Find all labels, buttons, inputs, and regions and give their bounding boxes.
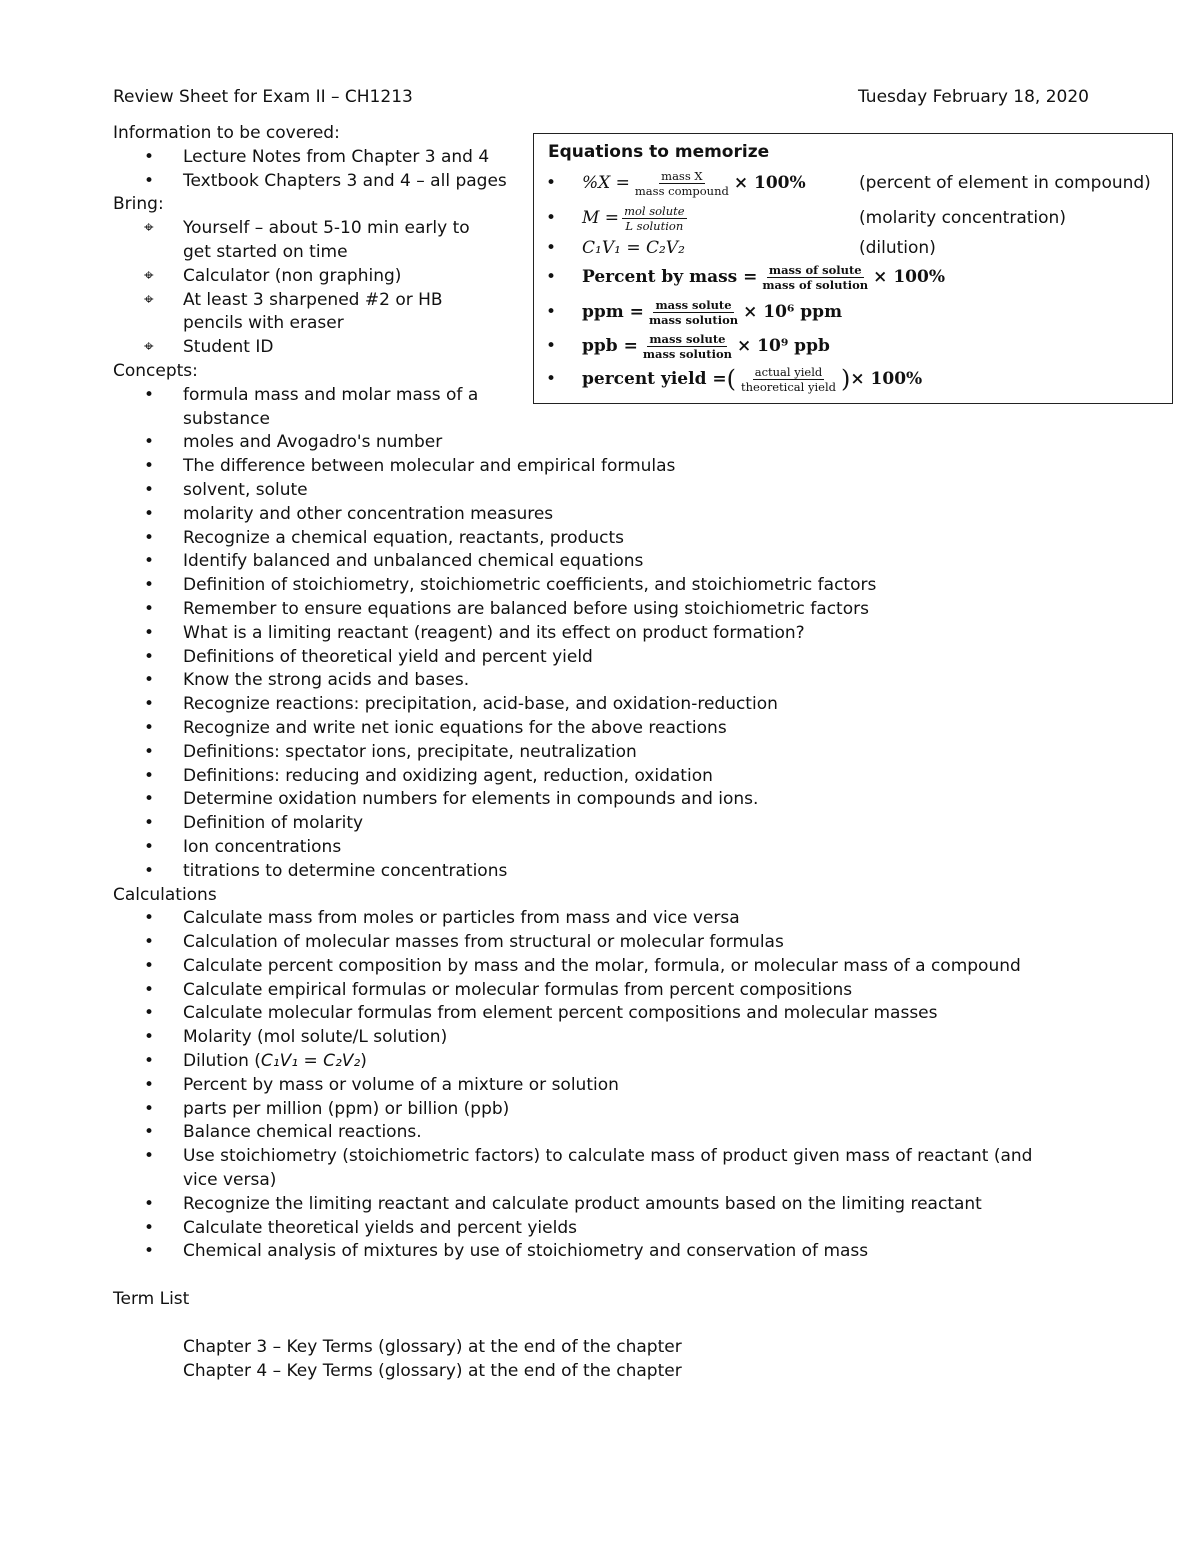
bullet-icon: • (144, 979, 155, 1000)
list-item: • Definitions of theoretical yield and percent yield (113, 646, 1113, 670)
bring-heading: Bring: (113, 194, 164, 215)
eq-percent-element: • %X = $\frac{\text{mass X}}{\text{mass compound}}$ × 100% (percent of element in compound) (546, 168, 1151, 198)
list-item: • Balance chemical reactions. (113, 1121, 1113, 1145)
term-item: Chapter 3 – Key Terms (glossary) at the end of the chapter (183, 1337, 682, 1358)
concepts-heading: Concepts: (113, 360, 198, 381)
term-list (113, 1336, 1113, 1384)
bullet-icon: • (144, 765, 155, 786)
eq-ppb: • ppb = $\frac{\text{mass solute}}{\text{mass solution}}$ × 10⁹ ppb (546, 331, 830, 361)
bullet-icon: • (144, 622, 155, 643)
list-item: ⌖ At least 3 sharpened #2 or HB pencils with eraser (144, 289, 443, 334)
list-item: • parts per million (ppm) or billion (ppb) (113, 1098, 1113, 1122)
calculations-list (113, 907, 1113, 1264)
list-item: ⌖ Calculator (non graphing) (113, 265, 488, 289)
list-item: ⌖ Student ID (113, 336, 488, 360)
bullet-icon: • (144, 860, 155, 881)
bullet-icon: • (144, 717, 155, 738)
bullet-icon: • (144, 694, 155, 715)
equations-title: Equations to memorize (548, 142, 770, 162)
list-item: • Calculation of molecular masses from structural or molecular formulas (113, 931, 1113, 955)
list-item: • Definition of stoichiometry, stoichiometric coefficients, and stoichiometric factors (113, 574, 1113, 598)
eq-ppm: • ppm = $\frac{\text{mass solute}}{\text{mass solution}}$ × 10⁶ ppm (546, 297, 843, 327)
crosshair-bullet-icon: ⌖ (144, 218, 154, 239)
crosshair-bullet-icon: ⌖ (144, 265, 154, 286)
crosshair-bullet-icon: ⌖ (144, 289, 154, 310)
bullet-icon: • (144, 1074, 155, 1095)
info-heading: Information to be covered: (113, 123, 340, 143)
eq-desc: (percent of element in compound) (859, 173, 1151, 193)
page-header (113, 86, 1113, 110)
bullet-icon: • (144, 384, 155, 405)
list-item: • Determine oxidation numbers for elements in compounds and ions. (113, 788, 1113, 812)
list-item: • Molarity (mol solute/L solution) (113, 1026, 1113, 1050)
list-item: • Calculate theoretical yields and percent yields (113, 1217, 1113, 1241)
bullet-icon: • (144, 1098, 155, 1119)
equations-box (533, 133, 1173, 404)
bullet-icon: • (144, 1217, 155, 1238)
term-item: Chapter 4 – Key Terms (glossary) at the end of the chapter (183, 1360, 682, 1381)
page-title: Review Sheet for Exam II – CH1213 (113, 87, 413, 107)
list-item: • Recognize reactions: precipitation, acid-base, and oxidation-reduction (113, 693, 1113, 717)
eq-percent-yield: • percent yield = ( $\frac{\text{actual yield}}{\text{theoretical yield}}$ ) × 100% (546, 364, 923, 394)
bullet-icon: • (144, 551, 155, 572)
list-item: • Definitions: spectator ions, precipitate, neutralization (113, 741, 1113, 765)
bullet-icon: • (144, 1241, 155, 1262)
exam-date: Tuesday February 18, 2020 (858, 87, 1090, 107)
bullet-icon: • (144, 646, 155, 667)
bullet-icon: • (144, 1122, 155, 1143)
bullet-icon: • (144, 1027, 155, 1048)
list-item: • Use stoichiometry (stoichiometric factors) to calculate mass of product given mass of reactant (and vice versa) (144, 1146, 1033, 1191)
bullet-icon: • (144, 670, 155, 691)
bullet-icon: • (144, 789, 155, 810)
bullet-icon: • (144, 575, 155, 596)
list-item: • Recognize the limiting reactant and calculate product amounts based on the limiting reactant (113, 1193, 1113, 1217)
bullet-icon: • (144, 479, 155, 500)
calculations-heading: Calculations (113, 884, 217, 905)
eq-dilution: • C₁V₁ = C₂V₂ (dilution) (546, 238, 936, 258)
list-item: ⌖ Yourself – about 5-10 min early to get started on time (144, 218, 470, 262)
bullet-icon: • (144, 1003, 155, 1024)
list-item: • Recognize and write net ionic equations for the above reactions (113, 717, 1113, 741)
bullet-icon: • (144, 432, 155, 453)
bullet-icon: • (144, 1193, 155, 1214)
list-item: • What is a limiting reactant (reagent) and its effect on product formation? (113, 622, 1113, 646)
list-item: • Identify balanced and unbalanced chemical equations (113, 550, 1113, 574)
list-item: • molarity and other concentration measures (113, 503, 1113, 527)
list-item: • Remember to ensure equations are balanced before using stoichiometric factors (113, 598, 1113, 622)
bullet-icon: • (144, 503, 155, 524)
list-item-dilution: • Dilution (C₁V₁ = C₂V₂) (113, 1050, 1113, 1074)
list-item: • The difference between molecular and empirical formulas (113, 455, 1113, 479)
bullet-icon: • (144, 836, 155, 857)
list-item: • formula mass and molar mass of a substance (144, 384, 479, 429)
list-item: • Calculate percent composition by mass and the molar, formula, or molecular mass of a compound (113, 955, 1113, 979)
list-item: • moles and Avogadro's number (113, 431, 1113, 455)
bullet-icon: • (144, 741, 155, 762)
concepts-list (113, 384, 1113, 884)
bullet-icon: • (144, 456, 155, 477)
bullet-icon: • (144, 170, 155, 191)
list-item: • Calculate molecular formulas from element percent compositions and molecular masses (113, 1002, 1113, 1026)
list-item: • Recognize a chemical equation, reactants, products (113, 527, 1113, 551)
list-item: • Chemical analysis of mixtures by use of stoichiometry and conservation of mass (113, 1240, 1113, 1264)
eq-desc: (molarity concentration) (859, 208, 1066, 228)
list-item: • Lecture Notes from Chapter 3 and 4 (113, 146, 603, 170)
bullet-icon: • (144, 908, 155, 929)
eq-molarity: • M = $\frac{\text{mol solute}}{\text{L solution}}$ (molarity concentration) (546, 203, 1066, 233)
list-item: • solvent, solute (113, 479, 1113, 503)
eq-percent-mass: • Percent by mass = $\frac{\text{mass of solute}}{\text{mass of solution}}$ × 100% (546, 262, 945, 292)
bullet-icon: • (144, 1146, 155, 1167)
list-item: • Calculate empirical formulas or molecular formulas from percent compositions (113, 979, 1113, 1003)
bullet-icon: • (144, 932, 155, 953)
bullet-icon: • (144, 527, 155, 548)
bullet-icon: • (144, 813, 155, 834)
list-item: • Definitions: reducing and oxidizing agent, reduction, oxidation (113, 765, 1113, 789)
bullet-icon: • (144, 146, 155, 167)
list-item: • titrations to determine concentrations (113, 860, 1113, 884)
list-item: • Percent by mass or volume of a mixture or solution (113, 1074, 1113, 1098)
list-item: • Know the strong acids and bases. (113, 669, 1113, 693)
bullet-icon: • (144, 598, 155, 619)
list-item: • Calculate mass from moles or particles from mass and vice versa (113, 907, 1113, 931)
list-item: • Definition of molarity (113, 812, 1113, 836)
crosshair-bullet-icon: ⌖ (144, 337, 154, 358)
term-list-heading: Term List (113, 1289, 190, 1310)
bullet-icon: • (144, 1051, 155, 1072)
bullet-icon: • (144, 955, 155, 976)
list-item: • Textbook Chapters 3 and 4 – all pages (113, 170, 603, 194)
eq-desc: (dilution) (859, 238, 936, 258)
list-item: • Ion concentrations (113, 836, 1113, 860)
